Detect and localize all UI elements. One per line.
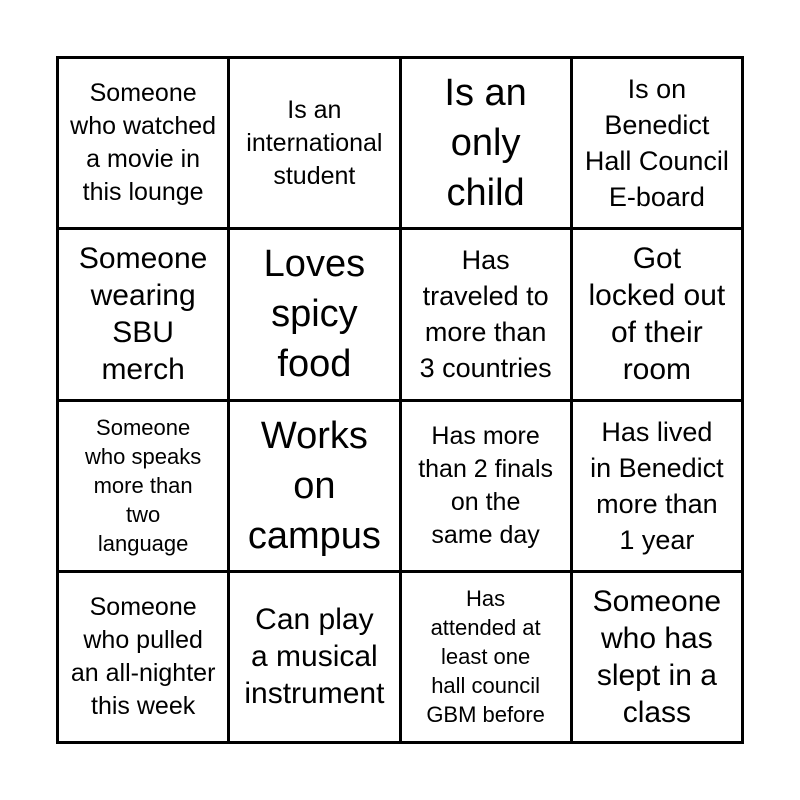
bingo-cell-text: Is an only child	[444, 72, 527, 215]
bingo-cell-text: Has lived in Benedict more than 1 year	[590, 416, 724, 555]
bingo-cell[interactable]	[230, 59, 398, 227]
bingo-cell-text: Someone who has slept in a class	[592, 584, 722, 729]
bingo-cell-text: Someone who speaks more than two language	[85, 415, 202, 557]
bingo-cell[interactable]	[230, 230, 398, 398]
bingo-cell[interactable]	[402, 59, 570, 227]
bingo-cell-text: Has traveled to more than 3 countries	[419, 245, 552, 384]
bingo-cell-text: Can play a musical instrument	[244, 603, 385, 711]
bingo-cell[interactable]	[402, 230, 570, 398]
bingo-cell[interactable]	[230, 402, 398, 570]
bingo-cell-text: Has attended at least one hall council GBM before	[426, 586, 545, 728]
bingo-cell[interactable]	[573, 230, 741, 398]
bingo-board	[56, 56, 744, 744]
bingo-cell-text: Works on campus	[247, 414, 381, 557]
bingo-cell[interactable]	[402, 573, 570, 741]
bingo-cell[interactable]	[573, 402, 741, 570]
bingo-cell[interactable]	[59, 230, 227, 398]
bingo-cell[interactable]	[59, 402, 227, 570]
bingo-cell-text: Loves spicy food	[263, 243, 366, 386]
bingo-cell[interactable]	[230, 573, 398, 741]
bingo-cell-text: Has more than 2 finals on the same day	[418, 421, 554, 549]
bingo-cell[interactable]	[573, 573, 741, 741]
bingo-cell[interactable]	[573, 59, 741, 227]
bingo-cell[interactable]	[402, 402, 570, 570]
bingo-cell-text: Is an international student	[246, 95, 383, 190]
bingo-cell-text: Is on Benedict Hall Council E-board	[584, 74, 729, 213]
bingo-cell-text: Someone who watched a movie in this lounge	[70, 79, 217, 207]
bingo-cell[interactable]	[59, 59, 227, 227]
bingo-cell-text: Someone wearing SBU merch	[78, 242, 208, 387]
bingo-cell-text: Someone who pulled an all-nighter this week	[70, 592, 216, 720]
bingo-cell[interactable]	[59, 573, 227, 741]
bingo-cell-text: Got locked out of their room	[588, 242, 726, 387]
